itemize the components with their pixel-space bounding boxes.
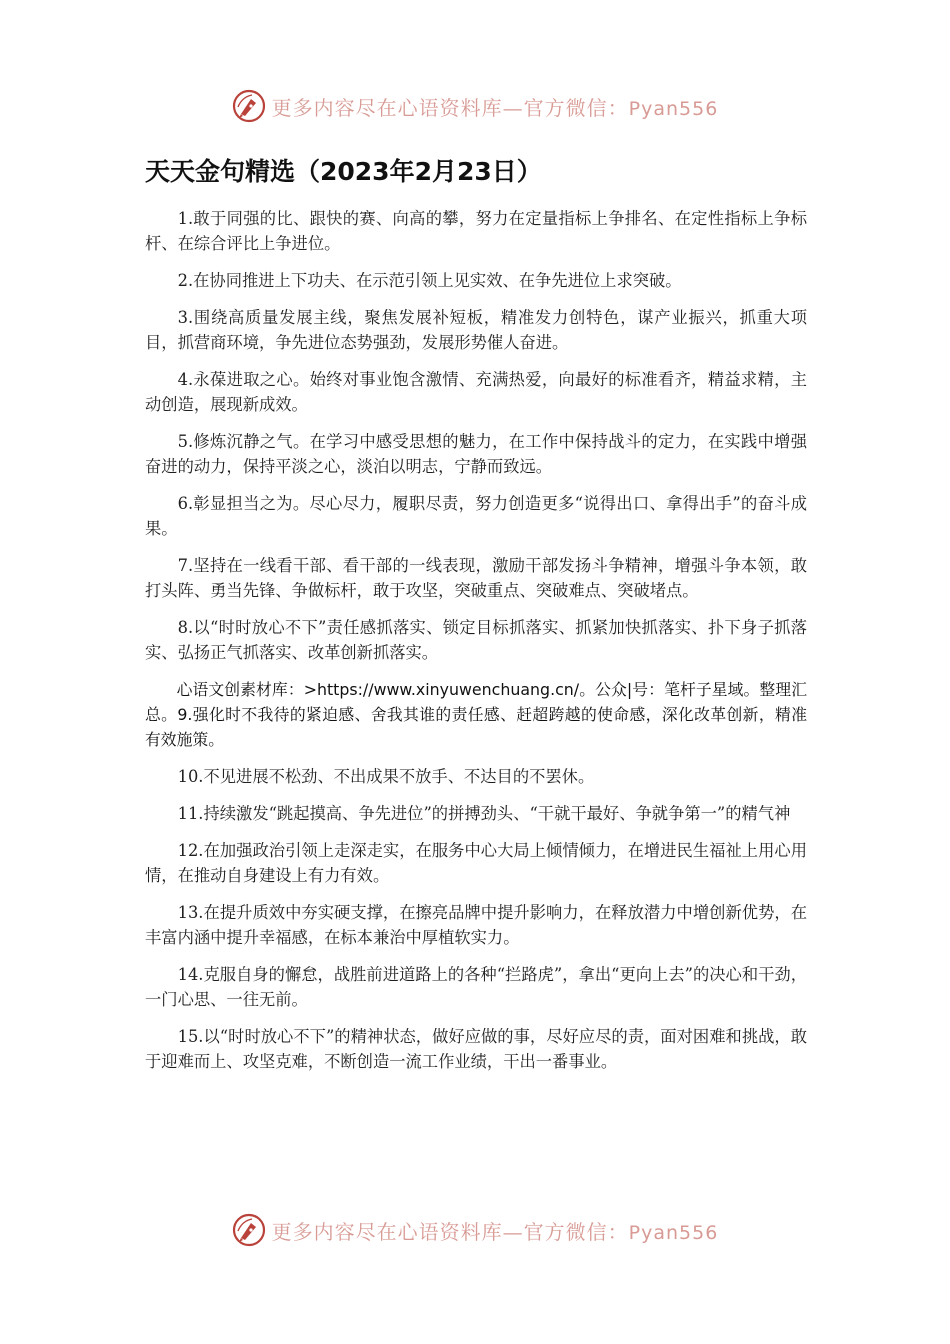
paragraph-7: 7.坚持在一线看干部、看干部的一线表现，激励干部发扬斗争精神，增强斗争本领，敢打头阵、勇当先锋、争做标杆，敢于攻坚，突破重点、突破难点、突破堵点。 xyxy=(145,556,807,600)
pen-nib-logo-icon xyxy=(232,1213,266,1247)
paragraph-8: 8.以“时时放心不下”责任感抓落实、锁定目标抓落实、抓紧加快抓落实、扑下身子抓落实、弘扬正气抓落实、改革创新抓落实。 xyxy=(145,618,807,662)
paragraph-9-source-note: 心语文创素材库：>https://www.xinyuwenchuang.cn/。公众|号：笔杆子星域。整理汇总。9.强化时不我待的紧迫感、舍我其谁的责任感、赶超跨越的使命感，深化改革创新，精准有效施策。 xyxy=(145,680,807,749)
banner-wechat-id: Pyan556 xyxy=(628,97,719,120)
pen-nib-logo-icon xyxy=(232,89,266,123)
paragraph-10: 10.不见进展不松劲、不出成果不放手、不达目的不罢休。 xyxy=(177,767,595,786)
banner-wechat-id: Pyan556 xyxy=(628,1221,719,1244)
paragraph-1: 1.敢于同强的比、跟快的赛、向高的攀，努力在定量指标上争排名、在定性指标上争标杆、在综合评比上争进位。 xyxy=(145,209,807,253)
paragraph-14: 14.克服自身的懈怠，战胜前进道路上的各种“拦路虎”，拿出“更向上去”的决心和干劲，一门心思、一往无前。 xyxy=(145,965,807,1009)
article-body xyxy=(145,206,807,1086)
banner-text xyxy=(272,1216,719,1245)
paragraph-12: 12.在加强政治引领上走深走实，在服务中心大局上倾情倾力，在增进民生福祉上用心用情，在推动自身建设上有力有效。 xyxy=(145,841,807,885)
page-title: 天天金句精选（2023年2月23日） xyxy=(145,157,542,186)
paragraph-3: 3.围绕高质量发展主线，聚焦发展补短板，精准发力创特色，谋产业振兴，抓重大项目，抓营商环境，争先进位态势强劲，发展形势催人奋进。 xyxy=(145,308,807,352)
paragraph-11: 11.持续激发“跳起摸高、争先进位”的拼搏劲头、“干就干最好、争就争第一”的精气神 xyxy=(177,804,791,823)
paragraph-6: 6.彰显担当之为。尽心尽力，履职尽责，努力创造更多“说得出口、拿得出手”的奋斗成果。 xyxy=(145,494,807,538)
banner-text-cn: 更多内容尽在心语资料库—官方微信： xyxy=(271,1219,629,1244)
paragraph-13: 13.在提升质效中夯实硬支撑，在擦亮品牌中提升影响力，在释放潜力中增创新优势，在丰富内涵中提升幸福感，在标本兼治中厚植软实力。 xyxy=(145,903,807,947)
footer-banner xyxy=(0,1210,950,1250)
paragraph-4: 4.永葆进取之心。始终对事业饱含激情、充满热爱，向最好的标准看齐，精益求精，主动创造，展现新成效。 xyxy=(145,370,807,414)
paragraph-15: 15.以“时时放心不下”的精神状态，做好应做的事，尽好应尽的责，面对困难和挑战，敢于迎难而上、攻坚克难，不断创造一流工作业绩，干出一番事业。 xyxy=(145,1027,807,1071)
paragraph-2: 2.在协同推进上下功夫、在示范引领上见实效、在争先进位上求突破。 xyxy=(177,271,682,290)
banner-text xyxy=(272,92,719,121)
header-banner xyxy=(0,86,950,126)
paragraph-5: 5.修炼沉静之气。在学习中感受思想的魅力，在工作中保持战斗的定力，在实践中增强奋进的动力，保持平淡之心，淡泊以明志，宁静而致远。 xyxy=(145,432,807,476)
banner-text-cn: 更多内容尽在心语资料库—官方微信： xyxy=(271,95,629,120)
